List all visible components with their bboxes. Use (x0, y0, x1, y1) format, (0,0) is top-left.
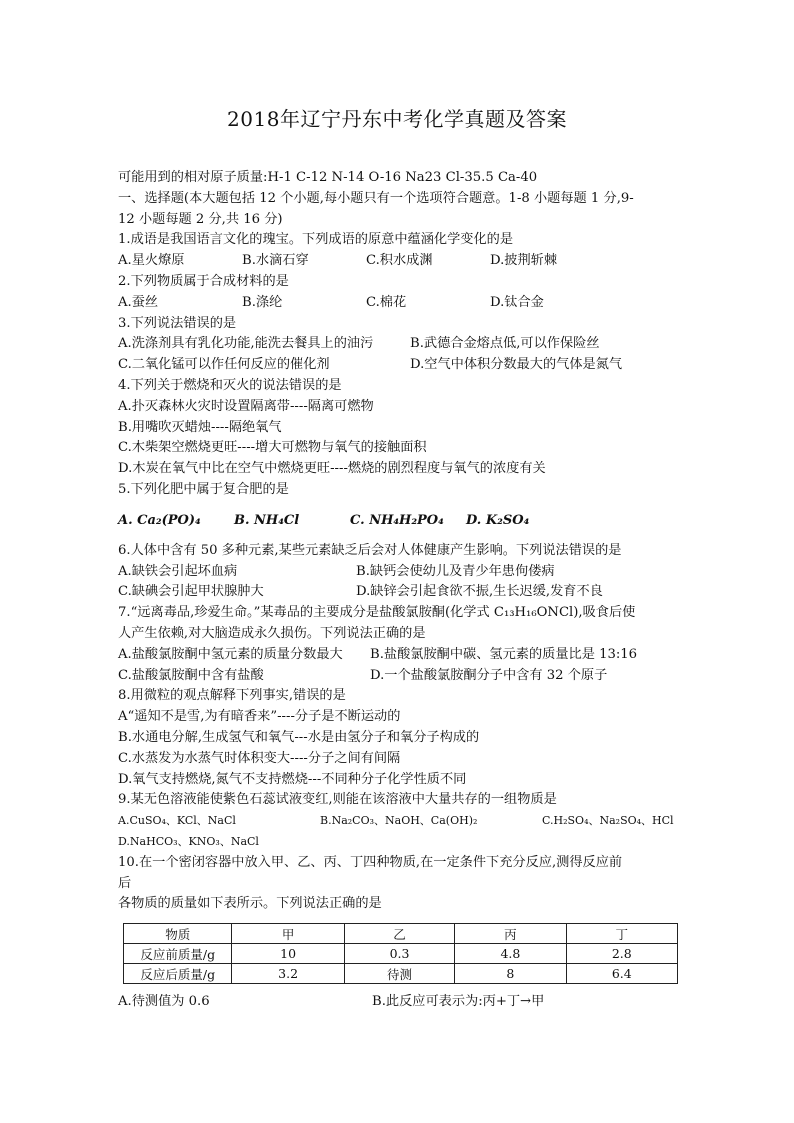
question-6-stem: 6.人体中含有 50 多种元素,某些元素缺乏后会对人体健康产生影响。下列说法错误的是 (118, 542, 622, 558)
q1-option-d: D.披荆斩棘 (490, 253, 558, 269)
q9-option-b: B.Na₂CO₃、NaOH、Ca(OH)₂ (320, 814, 478, 828)
q9-option-c: C.H₂SO₄、Na₂SO₄、HCl (542, 814, 674, 828)
q7-option-a: A.盐酸氯胺酮中氢元素的质量分数最大 (118, 646, 343, 662)
q10-option-a: A.待测值为 0.6 (118, 994, 210, 1010)
question-10-options-ab (118, 992, 678, 1013)
q5-option-a (118, 501, 234, 541)
table-cell: 反应后质量/g (124, 964, 232, 984)
table-row (124, 944, 678, 964)
question-1-stem: 1.成语是我国语言文化的瑰宝。下列成语的原意中蕴涵化学变化的是 (118, 232, 514, 248)
q5-option-c-formula: NH₄H₂PO₄ (369, 512, 444, 528)
q3-option-c: C.二氧化锰可以作任何反应的催化剂 (118, 357, 330, 373)
q3-option-a: A.洗涤剂具有乳化功能,能洗去餐具上的油污 (118, 336, 374, 352)
question-7-options-cd (118, 666, 678, 687)
table-header-row (124, 924, 678, 944)
question-9-stem: 9.某无色溶液能使紫色石蕊试液变红,则能在该溶液中大量共存的一组物质是 (118, 792, 557, 808)
q2-option-c: C.棉花 (366, 294, 407, 310)
table-cell: 8 (455, 964, 566, 984)
question-10-stem-line3: 各物质的质量如下表所示。下列说法正确的是 (118, 896, 382, 912)
q7-option-d: D.一个盐酸氯胺酮分子中含有 32 个原子 (370, 667, 608, 683)
section-header-line1: 一、选择题(本大题包括 12 个小题,每小题只有一个选项符合题意。1-8 小题每题 1 分,9- (118, 190, 634, 206)
question-5-stem: 5.下列化肥中属于复合肥的是 (118, 481, 289, 497)
table-header-cell: 甲 (232, 924, 344, 944)
question-3-options-ab (118, 334, 678, 355)
q3-option-b: B.武德合金熔点低,可以作保险丝 (410, 336, 600, 352)
q7-option-c: C.盐酸氯胺酮中含有盐酸 (118, 667, 264, 683)
table-header-cell: 物质 (124, 924, 232, 944)
q9-option-d: D.NaHCO₃、KNO₃、NaCl (118, 834, 259, 848)
table-cell: 反应前质量/g (124, 944, 232, 964)
question-3-stem: 3.下列说法错误的是 (118, 315, 237, 331)
question-2-options (118, 293, 678, 314)
question-2-stem: 2.下列物质属于合成材料的是 (118, 273, 289, 289)
table-cell: 4.8 (455, 944, 566, 964)
question-7-options-ab (118, 645, 678, 666)
table-row (124, 964, 678, 984)
q3-option-d: D.空气中体积分数最大的气体是氮气 (410, 357, 623, 373)
q6-option-b: B.缺钙会使幼儿及青少年患佝偻病 (356, 563, 555, 579)
page-title: 2018年辽宁丹东中考化学真题及答案 (227, 107, 567, 131)
q5-option-d (466, 501, 582, 541)
atomic-masses-note: 可能用到的相对原子质量:H-1 C-12 N-14 O-16 Na23 Cl-35.5 Ca-40 (118, 170, 538, 185)
q10-option-b: B.此反应可表示为:丙+丁→甲 (372, 994, 545, 1010)
q5-option-d-label: D. (466, 512, 482, 528)
q1-option-c: C.积水成渊 (366, 253, 433, 269)
table-cell: 2.8 (566, 944, 677, 964)
q5-option-c-label: C. (350, 512, 365, 528)
q4-option-d: D.木炭在氧气中比在空气中燃烧更旺----燃烧的剧烈程度与氧气的浓度有关 (118, 461, 546, 477)
table-cell: 10 (232, 944, 344, 964)
mass-table (123, 923, 678, 984)
q5-option-d-formula: K₂SO₄ (485, 512, 530, 528)
section-header-line2: 12 小题每题 2 分,共 16 分) (118, 211, 283, 227)
q8-option-a: A“遥知不是雪,为有暗香来”----分子是不断运动的 (118, 709, 401, 725)
q5-option-a-formula: Ca₂(PO)₄ (137, 512, 201, 528)
question-10-stem-line1: 10.在一个密闭容器中放入甲、乙、丙、丁四种物质,在一定条件下充分反应,测得反应前 (118, 854, 623, 870)
q2-option-b: B.涤纶 (242, 294, 283, 310)
question-10-stem-line2: 后 (118, 875, 132, 891)
table-cell: 6.4 (566, 964, 677, 984)
table-header-cell: 丙 (455, 924, 566, 944)
question-6-options-ab (118, 562, 678, 583)
table-header-cell: 乙 (344, 924, 454, 944)
q6-option-c: C.缺碘会引起甲状腺肿大 (118, 584, 264, 600)
q1-option-a: A.星火燎原 (118, 253, 185, 269)
q4-option-c: C.木柴架空燃烧更旺----增大可燃物与氧气的接触面积 (118, 440, 427, 456)
q8-option-b: B.水通电分解,生成氢气和氧气---水是由氢分子和氧分子构成的 (118, 729, 480, 745)
q4-option-b: B.用嘴吹灭蜡烛----隔绝氧气 (118, 419, 282, 435)
question-7-stem-line1: 7.“远离毒品,珍爱生命。”某毒品的主要成分是盐酸氯胺酮(化学式 C₁₃H₁₆ONCl),吸食后使 (118, 605, 636, 621)
q5-option-b-formula: NH₄Cl (254, 512, 300, 528)
q9-option-a: A.CuSO₄、KCl、NaCl (118, 814, 236, 828)
q8-option-d: D.氧气支持燃烧,氮气不支持燃烧---不同种分子化学性质不同 (118, 771, 467, 787)
question-4-stem: 4.下列关于燃烧和灭火的说法错误的是 (118, 377, 342, 393)
q4-option-a: A.扑灭森林火灾时设置隔离带----隔离可燃物 (118, 398, 374, 414)
table-header-cell: 丁 (566, 924, 677, 944)
table-cell: 0.3 (344, 944, 454, 964)
table-cell: 待测 (344, 964, 454, 984)
q1-option-b: B.水滴石穿 (242, 253, 309, 269)
exam-content (118, 168, 678, 1013)
question-1-options (118, 251, 678, 272)
q5-option-b (234, 501, 350, 541)
q2-option-a: A.蚕丝 (118, 294, 159, 310)
question-3-options-cd (118, 355, 678, 376)
question-5-options (118, 501, 678, 541)
q6-option-d: D.缺锌会引起食欲不振,生长迟缓,发育不良 (356, 584, 603, 600)
q7-option-b: B.盐酸氯胺酮中碳、氢元素的质量比是 13:16 (370, 646, 638, 662)
q2-option-d: D.钛合金 (490, 294, 544, 310)
q8-option-c: C.水蒸发为水蒸气时体积变大----分子之间有间隔 (118, 750, 401, 766)
q5-option-b-label: B. (234, 512, 250, 528)
q5-option-c (350, 501, 466, 541)
question-9-options-abc (118, 811, 678, 832)
question-8-stem: 8.用微粒的观点解释下列事实,错误的是 (118, 688, 346, 704)
question-7-stem-line2: 人产生依赖,对大脑造成永久损伤。下列说法正确的是 (118, 625, 426, 641)
q5-option-a-label: A. (118, 512, 133, 528)
table-cell: 3.2 (232, 964, 344, 984)
q6-option-a: A.缺铁会引起坏血病 (118, 563, 238, 579)
question-6-options-cd (118, 582, 678, 603)
